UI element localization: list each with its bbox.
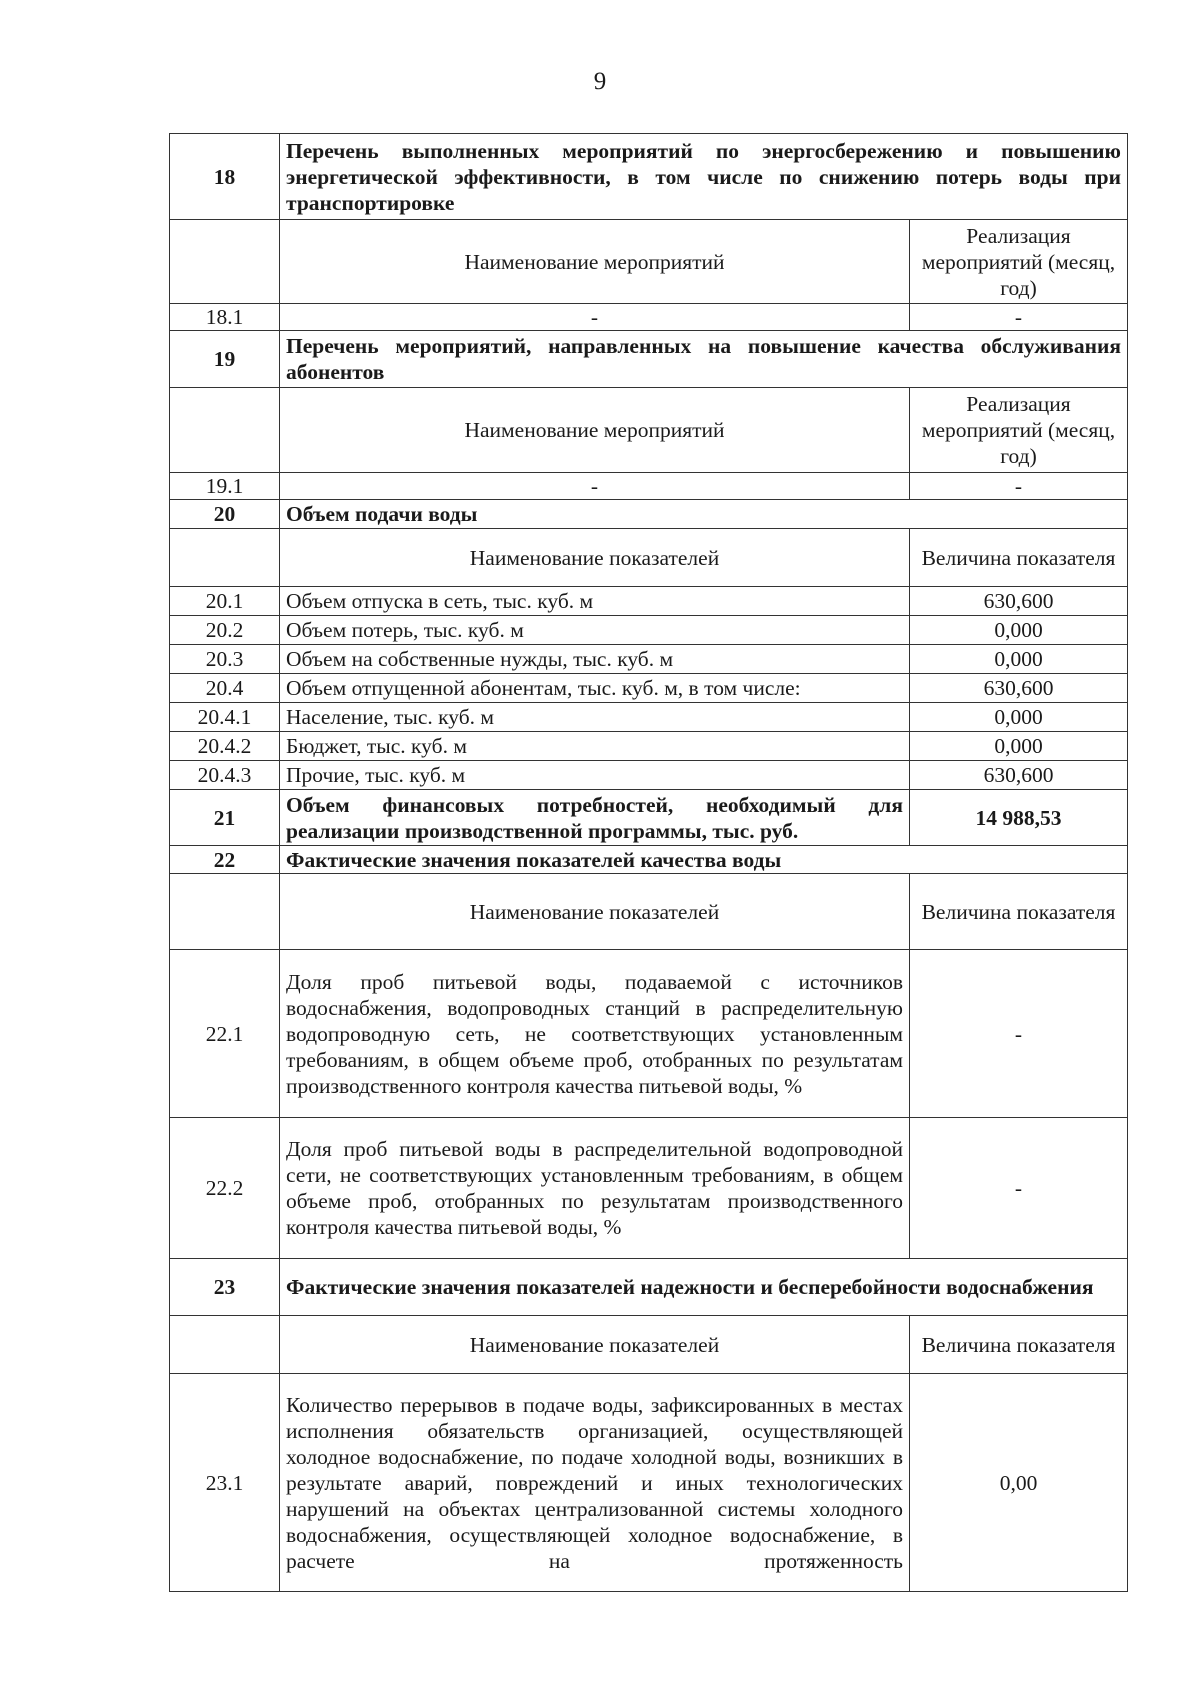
table-row [170,645,1128,674]
section-18-title-row [170,134,1128,220]
section-number: 19 [170,331,280,388]
row-value: 0,000 [910,616,1128,645]
section-22-header-row [170,874,1128,950]
section-title: Фактические значения показателей надежности и бесперебойности водоснабжения [280,1259,1128,1316]
section-title: Объем подачи воды [280,500,1128,529]
section-19-header-row [170,388,1128,473]
column-header-value: Реализация мероприятий (месяц, год) [910,388,1128,473]
indicators-table [169,133,1128,1592]
row-name: Объем на собственные нужды, тыс. куб. м [280,645,910,674]
section-22-title-row [170,846,1128,874]
row-name: - [280,473,910,500]
section-number: 23 [170,1259,280,1316]
row-value: - [910,1118,1128,1259]
empty-cell [170,529,280,587]
row-number: 20.3 [170,645,280,674]
section-18-header-row [170,220,1128,304]
empty-cell [170,874,280,950]
empty-cell [170,220,280,304]
section-23-title-row [170,1259,1128,1316]
table-row [170,1118,1128,1259]
section-value: 14 988,53 [910,790,1128,846]
row-name: Количество перерывов в подаче воды, зафиксированных в местах исполнения обязательств организацией, осуществляющей холодное водоснабжение, по подаче холодной воды, возникших в результате аварий, повреждений и иных технологических нарушений на объектах централизованной системы холодного водоснабжения, осуществляющей холодное водоснабжение, в расчете на протяженность [280,1374,910,1592]
row-value: 630,600 [910,674,1128,703]
section-21-row [170,790,1128,846]
section-20-header-row [170,529,1128,587]
table-row [170,761,1128,790]
empty-cell [170,1316,280,1374]
column-header-name: Наименование мероприятий [280,388,910,473]
column-header-value: Величина показателя [910,874,1128,950]
section-number: 21 [170,790,280,846]
section-title: Фактические значения показателей качества воды [280,846,1128,874]
column-header-value: Величина показателя [910,529,1128,587]
section-title: Объем финансовых потребностей, необходимый для реализации производственной программы, тыс. руб. [280,790,910,846]
row-name: Прочие, тыс. куб. м [280,761,910,790]
row-number: 18.1 [170,304,280,331]
row-value: - [910,473,1128,500]
row-name: Объем отпущенной абонентам, тыс. куб. м, в том числе: [280,674,910,703]
row-number: 22.1 [170,950,280,1118]
row-value: - [910,950,1128,1118]
row-value: - [910,304,1128,331]
table-row [170,732,1128,761]
row-name: Объем потерь, тыс. куб. м [280,616,910,645]
row-number: 20.2 [170,616,280,645]
column-header-name: Наименование показателей [280,1316,910,1374]
row-name: Объем отпуска в сеть, тыс. куб. м [280,587,910,616]
section-title: Перечень мероприятий, направленных на повышение качества обслуживания абонентов [280,331,1128,388]
table-row [170,1374,1128,1592]
column-header-name: Наименование показателей [280,529,910,587]
column-header-value: Реализация мероприятий (месяц, год) [910,220,1128,304]
empty-cell [170,388,280,473]
table-row [170,703,1128,732]
row-number: 20.4.2 [170,732,280,761]
column-header-value: Величина показателя [910,1316,1128,1374]
table-row [170,616,1128,645]
table-row [170,950,1128,1118]
table-row [170,587,1128,616]
row-number: 20.1 [170,587,280,616]
section-number: 18 [170,134,280,220]
section-23-header-row [170,1316,1128,1374]
row-number: 20.4.3 [170,761,280,790]
row-name: Доля проб питьевой воды в распределительной водопроводной сети, не соответствующих установленным требованиям, в общем объеме проб, отобранных по результатам производственного контроля качества питьевой воды, % [280,1118,910,1259]
row-name: Доля проб питьевой воды, подаваемой с источников водоснабжения, водопроводных станций в распределительную водопроводную сеть, не соответствующих установленным требованиям, в общем объеме проб, отобранных по результатам производственного контроля качества питьевой воды, % [280,950,910,1118]
section-number: 22 [170,846,280,874]
row-number: 23.1 [170,1374,280,1592]
row-value: 0,000 [910,732,1128,761]
table-row [170,473,1128,500]
row-number: 20.4 [170,674,280,703]
row-name: Бюджет, тыс. куб. м [280,732,910,761]
table-row [170,304,1128,331]
column-header-name: Наименование показателей [280,874,910,950]
row-name: - [280,304,910,331]
section-20-title-row [170,500,1128,529]
row-number: 22.2 [170,1118,280,1259]
section-number: 20 [170,500,280,529]
row-value: 0,000 [910,645,1128,674]
row-number: 19.1 [170,473,280,500]
row-name: Население, тыс. куб. м [280,703,910,732]
row-value: 630,600 [910,587,1128,616]
row-number: 20.4.1 [170,703,280,732]
page-number: 9 [593,68,607,95]
row-value: 0,00 [910,1374,1128,1592]
row-value: 0,000 [910,703,1128,732]
section-19-title-row [170,331,1128,388]
column-header-name: Наименование мероприятий [280,220,910,304]
table-row [170,674,1128,703]
row-value: 630,600 [910,761,1128,790]
section-title: Перечень выполненных мероприятий по энергосбережению и повышению энергетической эффективности, в том числе по снижению потерь воды при транспортировке [280,134,1128,220]
